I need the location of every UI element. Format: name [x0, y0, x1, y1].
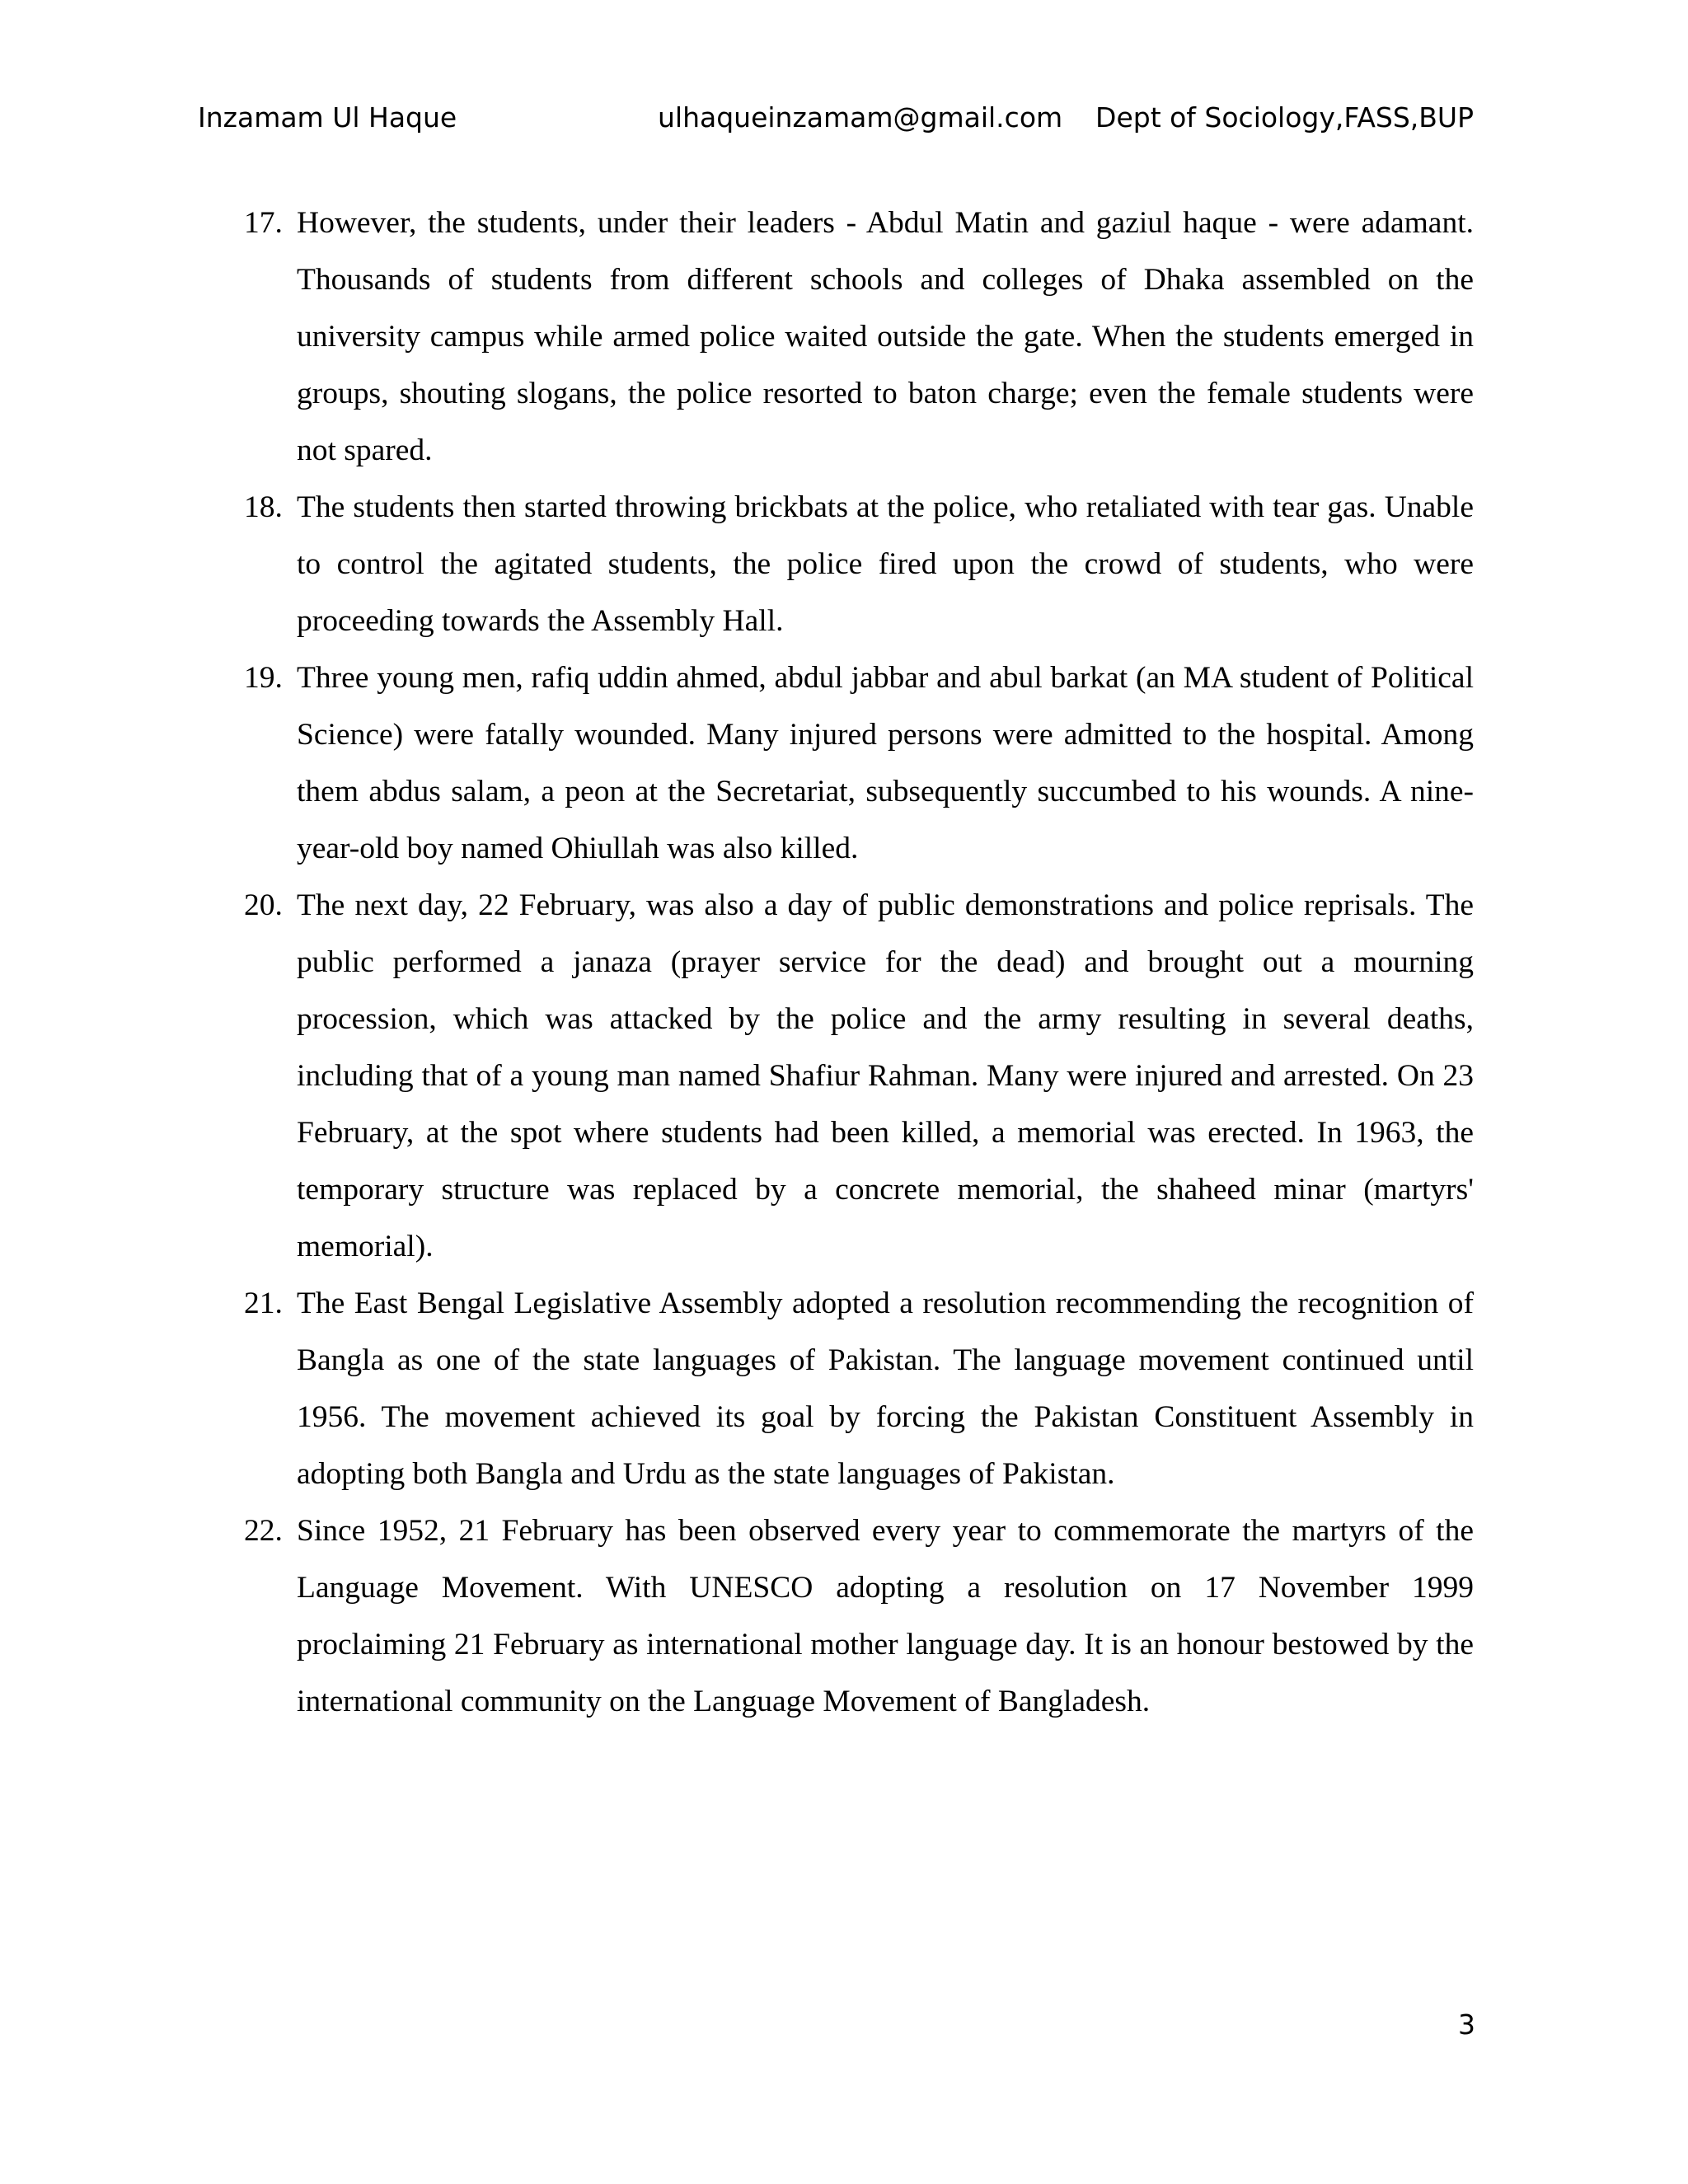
- list-item-19: [198, 649, 1474, 877]
- list-item-text: Since 1952, 21 February has been observed every year to commemorate the martyrs of the Language Movement. With UNESCO adopting a resolution on 17 November 1999 proclaiming 21 February as international mother language day. It is an honour bestowed by the international community on the Language Movement of Bangladesh.: [297, 1514, 1474, 1718]
- header-email: ulhaqueinzamam@gmail.com: [658, 101, 1063, 134]
- header-author: Inzamam Ul Haque: [198, 101, 457, 134]
- list-item-21: [198, 1275, 1474, 1502]
- list-item-18: [198, 479, 1474, 649]
- list-item-text: The students then started throwing brickbats at the police, who retaliated with tear gas. Unable to control the agitated students, the police fired upon the crowd of students, who were proceeding towards the Assembly Hall.: [297, 490, 1474, 638]
- list-item-20: [198, 877, 1474, 1275]
- page-number: 3: [1458, 2008, 1475, 2041]
- list-item-17: [198, 194, 1474, 479]
- list-item-text: The next day, 22 February, was also a day of public demonstrations and police reprisals. The public performed a janaza (prayer service for the dead) and brought out a mourning procession, which was attacked by the police and the army resulting in several deaths, including that of a young man named Shafiur Rahman. Many were injured and arrested. On 23 February, at the spot where students had been killed, a memorial was erected. In 1963, the temporary structure was replaced by a concrete memorial, the shaheed minar (martyrs' memorial).: [297, 888, 1474, 1263]
- list-item-22: [198, 1502, 1474, 1730]
- list-item-number: 19.: [244, 661, 283, 695]
- list-item-number: 21.: [244, 1286, 283, 1320]
- numbered-list: [198, 194, 1474, 1730]
- list-item-number: 22.: [244, 1514, 283, 1548]
- list-item-number: 20.: [244, 888, 283, 922]
- list-item-text: Three young men, rafiq uddin ahmed, abdul jabbar and abul barkat (an MA student of Political Science) were fatally wounded. Many injured persons were admitted to the hospital. Among them abdus salam, a peon at the Secretariat, subsequently succumbed to his wounds. A nine-year-old boy named Ohiullah was also killed.: [297, 661, 1474, 865]
- page-header: [198, 97, 1474, 138]
- list-item-number: 17.: [244, 206, 283, 240]
- header-department: Dept of Sociology,FASS,BUP: [1095, 101, 1474, 134]
- list-item-text: However, the students, under their leaders - Abdul Matin and gaziul haque - were adamant. Thousands of students from different schools and colleges of Dhaka assembled on the university campus while armed police waited outside the gate. When the students emerged in groups, shouting slogans, the police resorted to baton charge; even the female students were not spared.: [297, 206, 1474, 467]
- list-item-text: The East Bengal Legislative Assembly adopted a resolution recommending the recognition of Bangla as one of the state languages of Pakistan. The language movement continued until 1956. The movement achieved its goal by forcing the Pakistan Constituent Assembly in adopting both Bangla and Urdu as the state languages of Pakistan.: [297, 1286, 1474, 1491]
- list-item-number: 18.: [244, 490, 283, 524]
